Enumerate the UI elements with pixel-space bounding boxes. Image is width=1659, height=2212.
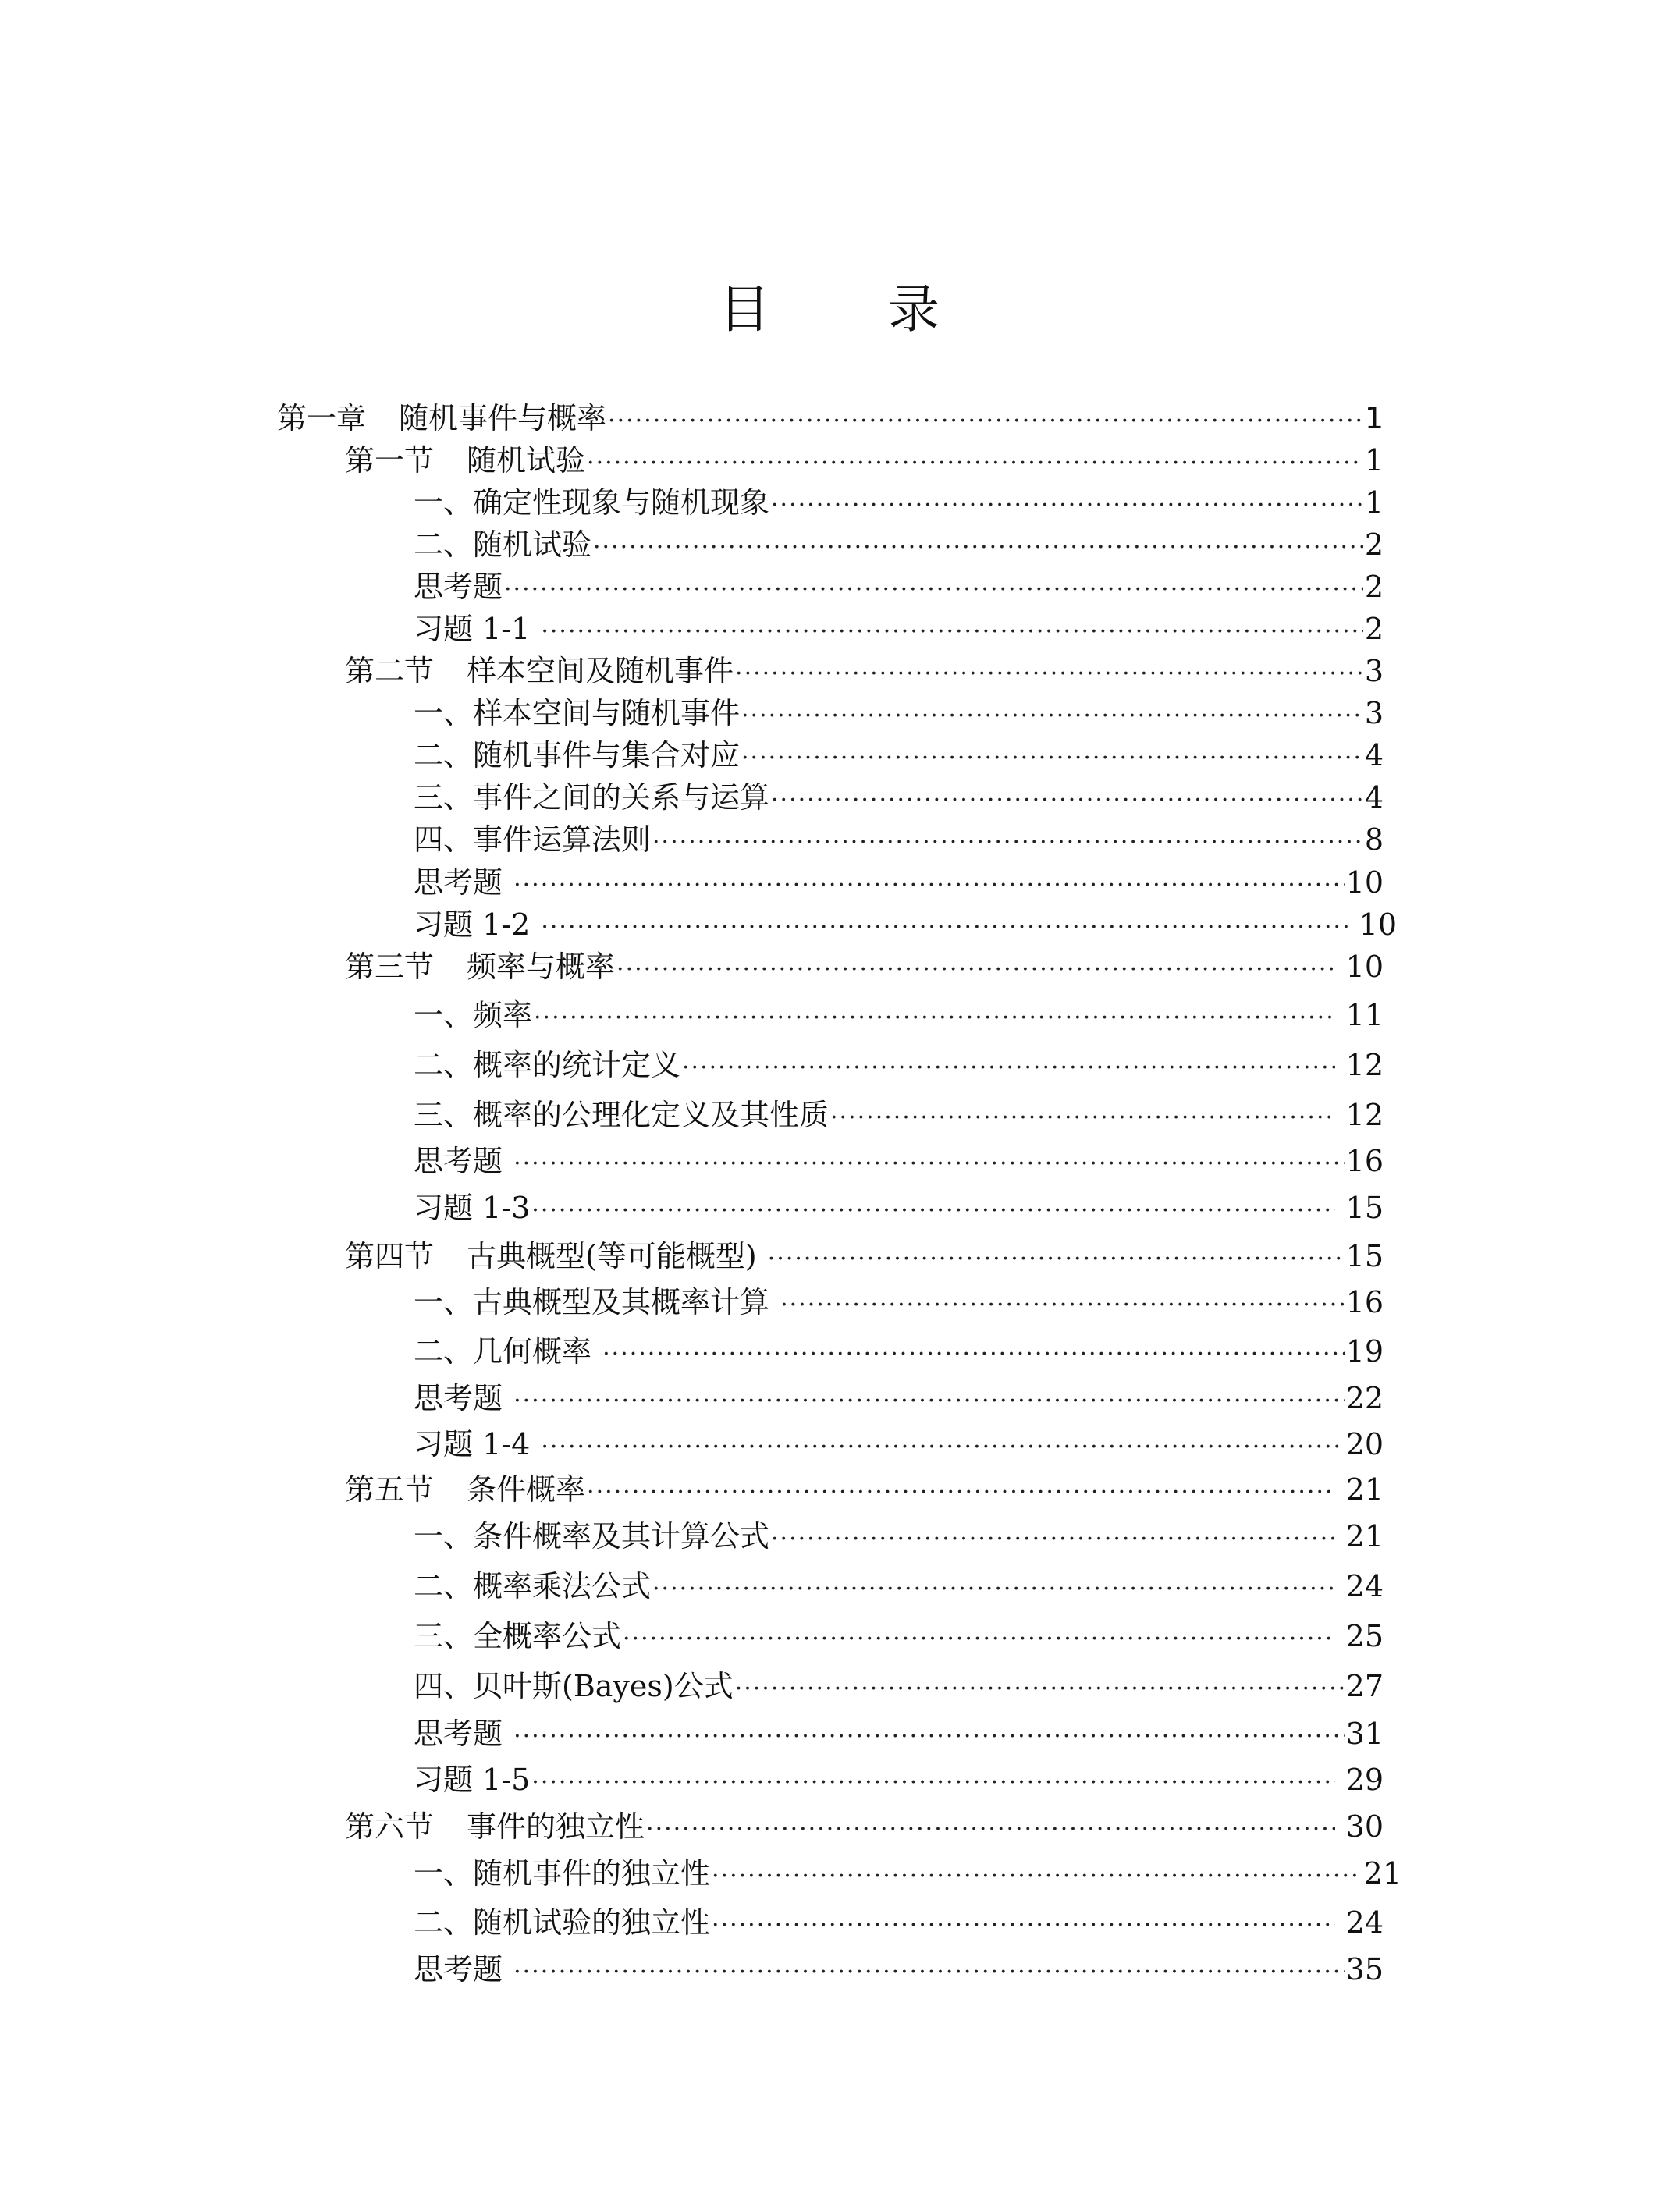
toc-page-number: 31 [1345, 1717, 1384, 1751]
toc-entry-label [414, 1330, 601, 1373]
toc-item-row[interactable] [414, 565, 1384, 609]
toc-dot-leader [771, 1518, 1335, 1561]
toc-item-row[interactable] [414, 1093, 1384, 1137]
toc-entry-title: 随机试验 [467, 443, 586, 478]
toc-entry-title: 四、贝叶斯(Bayes)公式 [414, 1669, 734, 1703]
toc-page-number: 4 [1364, 780, 1384, 815]
toc-dot-leader [513, 1142, 1345, 1186]
toc-item-row[interactable] [414, 1614, 1384, 1658]
toc-page-number: 1 [1364, 401, 1384, 435]
toc-entry-label [414, 1093, 829, 1137]
toc-entry-title: 二、随机试验 [414, 527, 592, 562]
toc-item-row[interactable] [414, 818, 1384, 861]
toc-page-number: 15 [1336, 1191, 1384, 1225]
toc-entry-label [414, 861, 512, 904]
toc-entry-title: 思考题 [414, 1144, 513, 1178]
toc-entry-number: 第三节 [345, 950, 435, 984]
toc-entry-label [414, 1043, 680, 1087]
toc-dot-leader [541, 1426, 1344, 1469]
toc-entry-title: 一、样本空间与随机事件 [414, 696, 741, 730]
toc-dot-leader [735, 1667, 1345, 1711]
toc-entry-title: 条件概率 [467, 1472, 586, 1507]
toc-entry-label [277, 396, 606, 440]
toc-entry-label [414, 1376, 512, 1420]
toc-page-number: 2 [1364, 570, 1384, 604]
toc-entry-label [414, 1422, 539, 1466]
toc-page-number: 3 [1364, 654, 1384, 688]
toc-page-number: 10 [1345, 865, 1384, 900]
toc-page-number: 21 [1336, 1519, 1384, 1553]
toc-item-row[interactable] [414, 1947, 1384, 1991]
toc-entry-label [414, 818, 651, 861]
toc-page-number: 11 [1336, 998, 1384, 1032]
toc-entry-title: 二、随机事件与集合对应 [414, 738, 741, 772]
toc-item-row[interactable] [414, 1186, 1384, 1230]
toc-item-row[interactable] [414, 733, 1384, 777]
toc-page-number: 19 [1345, 1334, 1384, 1369]
toc-dot-leader [587, 442, 1363, 485]
toc-entry-title: 思考题 [414, 1717, 513, 1751]
toc-item-row[interactable] [414, 481, 1384, 524]
toc-page-number: 29 [1336, 1763, 1384, 1797]
toc-entry-title: 一、频率 [414, 998, 533, 1032]
toc-section-row[interactable] [345, 1234, 1384, 1278]
toc-entry-title: 思考题 [414, 865, 513, 900]
toc-entry-title: 一、条件概率及其计算公式 [414, 1519, 770, 1553]
toc-entry-title: 二、概率乘法公式 [414, 1569, 652, 1603]
toc-entry-title: 古典概型(等可能概型) [467, 1239, 766, 1273]
toc-page-number: 20 [1345, 1427, 1384, 1461]
toc-entry-label [414, 1564, 651, 1608]
toc-page-number: 21 [1336, 1472, 1384, 1507]
toc-dot-leader [513, 864, 1345, 907]
toc-dot-leader [541, 906, 1348, 950]
toc-entry-label [414, 1852, 710, 1895]
toc-dot-leader [682, 1046, 1335, 1090]
toc-dot-leader [735, 652, 1363, 696]
toc-dot-leader [593, 526, 1363, 570]
toc-dot-leader [780, 1284, 1345, 1327]
toc-entry-title: 三、事件之间的关系与运算 [414, 780, 770, 815]
toc-item-row[interactable] [414, 1422, 1384, 1466]
toc-entry-title: 一、随机事件的独立性 [414, 1856, 711, 1891]
toc-entry-number: 第五节 [345, 1472, 435, 1507]
toc-section-row[interactable] [345, 1468, 1384, 1511]
toc-entry-label [414, 1758, 530, 1802]
toc-item-row[interactable] [414, 1376, 1384, 1420]
toc-dot-leader [531, 1189, 1334, 1233]
toc-entry-label [414, 776, 769, 819]
toc-page-number: 27 [1345, 1669, 1384, 1703]
toc-entry-title: 思考题 [414, 1952, 513, 1987]
toc-page-number: 21 [1363, 1856, 1401, 1891]
toc-item-row[interactable] [414, 1712, 1384, 1756]
toc-entry-label [414, 1280, 779, 1324]
toc-page-number: 16 [1345, 1144, 1384, 1178]
toc-entry-label [414, 1947, 512, 1991]
toc-entry-title: 二、概率的统计定义 [414, 1048, 681, 1082]
toc-entry-label [345, 649, 734, 693]
toc-entry-label [414, 1901, 710, 1944]
toc-entry-title: 样本空间及随机事件 [467, 654, 734, 688]
toc-entry-title: 习题 1-5 [414, 1763, 531, 1797]
toc-dot-leader [771, 779, 1363, 822]
page-title-char-2: 录 [888, 279, 940, 339]
toc-dot-leader [541, 610, 1362, 654]
toc-entry-label [345, 1468, 585, 1511]
toc-entry-title: 频率与概率 [467, 950, 616, 984]
toc-chapter-row[interactable] [277, 396, 1384, 440]
toc-dot-leader [616, 948, 1335, 992]
toc-dot-leader [587, 1471, 1335, 1514]
toc-item-row[interactable] [414, 1280, 1384, 1324]
toc-dot-leader [531, 1761, 1334, 1805]
toc-page-number: 2 [1364, 612, 1384, 646]
toc-dot-leader [771, 484, 1363, 527]
toc-entry-title: 习题 1-4 [414, 1427, 540, 1461]
toc-entry-label [345, 438, 585, 482]
toc-item-row[interactable] [414, 1564, 1384, 1608]
toc-entry-title: 随机事件与概率 [399, 401, 607, 435]
toc-entry-label [414, 565, 503, 609]
toc-entry-label [414, 733, 740, 777]
toc-entry-label [414, 691, 740, 735]
toc-entry-label [345, 1805, 645, 1848]
toc-entry-number: 第四节 [345, 1239, 435, 1273]
toc-page-number: 1 [1364, 443, 1384, 478]
toc-dot-leader [608, 399, 1363, 443]
toc-dot-leader [830, 1096, 1335, 1140]
toc-page-number: 15 [1345, 1239, 1384, 1273]
toc-page-number: 16 [1345, 1285, 1384, 1319]
toc-entry-number: 第六节 [345, 1809, 435, 1844]
toc-dot-leader [712, 1904, 1335, 1947]
toc-section-row[interactable] [345, 438, 1384, 482]
toc-entry-number: 第二节 [345, 654, 435, 688]
toc-section-row[interactable] [345, 1805, 1384, 1848]
toc-entry-label [414, 481, 769, 524]
toc-dot-leader [513, 1715, 1345, 1759]
toc-item-row[interactable] [414, 861, 1384, 904]
toc-dot-leader [623, 1617, 1335, 1661]
toc-item-row[interactable] [414, 1852, 1401, 1895]
toc-page-number: 2 [1364, 527, 1384, 562]
toc-dot-leader [504, 568, 1363, 612]
toc-item-row[interactable] [414, 1758, 1384, 1802]
toc-entry-label [414, 1664, 734, 1708]
toc-page-number: 25 [1336, 1619, 1384, 1653]
toc-entry-label [414, 607, 539, 651]
toc-section-row[interactable] [345, 649, 1384, 693]
toc-page-number: 3 [1364, 696, 1384, 730]
toc-entry-title: 一、古典概型及其概率计算 [414, 1285, 780, 1319]
toc-page-number: 4 [1364, 738, 1384, 772]
toc-page-number: 8 [1364, 822, 1384, 857]
toc-entry-title: 三、全概率公式 [414, 1619, 622, 1653]
page-title [0, 275, 1659, 345]
toc-dot-leader [741, 737, 1363, 780]
toc-item-row[interactable] [414, 1514, 1384, 1558]
toc-entry-title: 二、几何概率 [414, 1334, 602, 1369]
toc-item-row[interactable] [414, 1330, 1384, 1373]
toc-item-row[interactable] [414, 1043, 1384, 1087]
toc-dot-leader [646, 1808, 1335, 1852]
toc-page-number: 24 [1336, 1905, 1384, 1940]
toc-entry-number: 第一节 [345, 443, 435, 478]
toc-page-number: 24 [1336, 1569, 1384, 1603]
toc-item-row[interactable] [414, 1139, 1384, 1183]
toc-item-row[interactable] [414, 691, 1384, 735]
toc-item-row[interactable] [414, 523, 1384, 566]
toc-section-row[interactable] [345, 945, 1384, 989]
toc-entry-title: 四、事件运算法则 [414, 822, 652, 857]
toc-dot-leader [513, 1379, 1345, 1423]
toc-entry-label [414, 1712, 512, 1756]
toc-page-number: 1 [1364, 485, 1384, 520]
toc-item-row[interactable] [414, 1901, 1384, 1944]
toc-entry-title: 习题 1-3 [414, 1191, 531, 1225]
toc-dot-leader [513, 1951, 1345, 1994]
toc-entry-title: 习题 1-1 [414, 612, 540, 646]
toc-dot-leader [602, 1333, 1345, 1376]
toc-item-row[interactable] [414, 903, 1397, 946]
toc-entry-title: 思考题 [414, 570, 503, 604]
toc-entry-label [345, 1234, 766, 1278]
toc-dot-leader [534, 996, 1335, 1040]
toc-entry-label [414, 1186, 530, 1230]
toc-entry-label [414, 993, 532, 1037]
toc-entry-label [414, 903, 539, 946]
toc-dot-leader [712, 1855, 1362, 1898]
toc-page-number: 12 [1336, 1098, 1384, 1132]
toc-item-row[interactable] [414, 607, 1384, 651]
toc-entry-label [414, 523, 591, 566]
toc-entry-title: 习题 1-2 [414, 907, 540, 942]
toc-page-number: 22 [1345, 1381, 1384, 1415]
toc-page-number: 10 [1336, 950, 1384, 984]
toc-item-row[interactable] [414, 776, 1384, 819]
toc-page-number: 30 [1336, 1809, 1384, 1844]
toc-entry-title: 二、随机试验的独立性 [414, 1905, 711, 1940]
toc-entry-title: 事件的独立性 [467, 1809, 645, 1844]
toc-page-number: 12 [1336, 1048, 1384, 1082]
toc-entry-title: 三、概率的公理化定义及其性质 [414, 1098, 830, 1132]
toc-entry-label [414, 1614, 621, 1658]
page-title-char-1: 目 [719, 279, 771, 339]
toc-entry-number: 第一章 [277, 401, 367, 435]
toc-dot-leader [652, 1568, 1335, 1611]
toc-entry-label [414, 1514, 769, 1558]
toc-page-number: 10 [1349, 907, 1397, 942]
toc-dot-leader [768, 1237, 1345, 1281]
toc-item-row[interactable] [414, 993, 1384, 1037]
toc-entry-label [414, 1139, 512, 1183]
toc-entry-title: 思考题 [414, 1381, 513, 1415]
toc-item-row[interactable] [414, 1664, 1384, 1708]
toc-page-number: 35 [1345, 1952, 1384, 1987]
toc-entry-title: 一、确定性现象与随机现象 [414, 485, 770, 520]
toc-entry-label [345, 945, 615, 989]
toc-dot-leader [741, 694, 1363, 738]
toc-dot-leader [652, 821, 1363, 865]
